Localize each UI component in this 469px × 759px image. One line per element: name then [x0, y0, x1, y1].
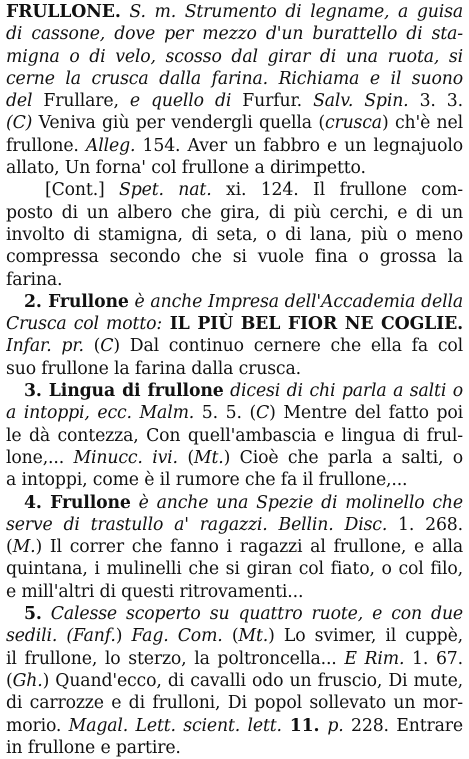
- text-line: migna o di velo, scosso dal girar di una ruota, si: [6, 46, 463, 67]
- source-tag: (C): [6, 113, 33, 134]
- citation: Alleg.: [85, 135, 136, 156]
- sense-heading: 5.: [24, 604, 42, 625]
- text-line: allato, Un forna' col frullone a dirimpetto.: [6, 158, 366, 179]
- citation: Spet. nat.: [119, 180, 212, 201]
- text-line: farina.: [6, 269, 63, 290]
- text-line: (Gh.) Quand'ecco, di cavalli odo un fruscio, Di mute,: [6, 670, 463, 691]
- text-line: Infar. pr. (C) Dal continuo cernere che ella fa col: [6, 336, 463, 357]
- text-line: [Cont.] Spet. nat. xi. 124. Il frullone com-: [45, 180, 463, 201]
- text-line: compressa secondo che si vuole fina o grossa la: [6, 247, 463, 268]
- headword: FRULLONE.: [6, 2, 121, 22]
- text-line: in frullone e partire.: [6, 737, 181, 758]
- text-line: di cassone, dove per mezzo d'un burattello di sta-: [6, 24, 463, 45]
- text-line: posto di un albero che gira, di più cerchi, e di un: [6, 202, 463, 223]
- text-line: 4. Frullone è anche una Spezie di molinello che: [24, 492, 463, 513]
- text-line: [6, 1, 463, 23]
- text-line: quintana, i mulinelli che si giran col fiato, o col filo,: [6, 559, 463, 580]
- text-line: (M.) Il correr che fanno i ragazzi al frullone, e alla: [6, 537, 463, 558]
- text-line: il frullone, lo sterzo, la poltroncella... E Rim. 1. 67.: [6, 648, 463, 669]
- text-line: (C) Veniva giù per vendergli quella (crusca) ch'è nel: [6, 113, 463, 134]
- text-line: del Frullare, e quello di Furfur. Salv. Spin. 3. 3.: [6, 91, 463, 112]
- citation: E Rim.: [344, 648, 405, 669]
- citation: Magal. Lett. scient. lett.: [68, 715, 282, 736]
- text-line: Crusca col motto: IL PIÙ BEL FIOR NE COGLIE.: [6, 314, 463, 335]
- citation: Salv. Spin.: [313, 91, 409, 112]
- text-line: serve di trastullo a' ragazzi. Bellin. Disc. 1. 268.: [6, 514, 463, 535]
- text-line: lone,... Minucc. ivi. (Mt.) Cioè che parla a salti, o: [6, 447, 463, 468]
- text-line: sedili. (Fanf.) Fag. Com. (Mt.) Lo svimer, il cuppè,: [6, 626, 463, 647]
- text-line: morio. Magal. Lett. scient. lett. 11. p. 228. Entrare: [6, 715, 463, 736]
- text-line: involto di stamigna, di seta, o di lana, più o meno: [6, 224, 463, 245]
- citation: Minucc. ivi.: [73, 447, 178, 468]
- text-line: cerne la crusca dalla farina. Richiama e il suono: [6, 68, 463, 89]
- text-line: a intoppi, ecc. Malm. 5. 5. (C) Mentre del fatto poi: [6, 403, 463, 424]
- definition-text: S. m. Strumento di legname, a guisa: [129, 2, 463, 22]
- motto: IL PIÙ BEL FIOR NE COGLIE.: [162, 314, 463, 335]
- text-line: le dà contezza, Con quell'ambascia e lingua di frul-: [6, 425, 463, 446]
- text-line: 5. Calesse scoperto su quattro ruote, e con due: [24, 604, 463, 625]
- citation: Fag. Com.: [131, 626, 223, 647]
- sense-heading: 2. Frullone: [24, 291, 129, 312]
- text-line: e mill'altri di questi ritrovamenti...: [6, 581, 304, 602]
- text-line: 2. Frullone è anche Impresa dell'Accademia della: [24, 291, 463, 312]
- sense-heading: 4. Frullone: [24, 492, 131, 513]
- sense-heading: 3. Lingua di frullone: [24, 381, 224, 402]
- text-line: a intoppi, come è il rumore che fa il frullone,...: [6, 470, 408, 491]
- text-line: suo frullone la farina dalla crusca.: [6, 358, 301, 379]
- text-line: frullone. Alleg. 154. Aver un fabbro e un legnajuolo: [6, 135, 463, 156]
- text-line: 3. Lingua di frullone dicesi di chi parla a salti o: [24, 381, 463, 402]
- text-line: di carrozze e di frulloni, Di popol sollevato un mor-: [6, 693, 463, 714]
- citation: Infar. pr.: [6, 336, 84, 357]
